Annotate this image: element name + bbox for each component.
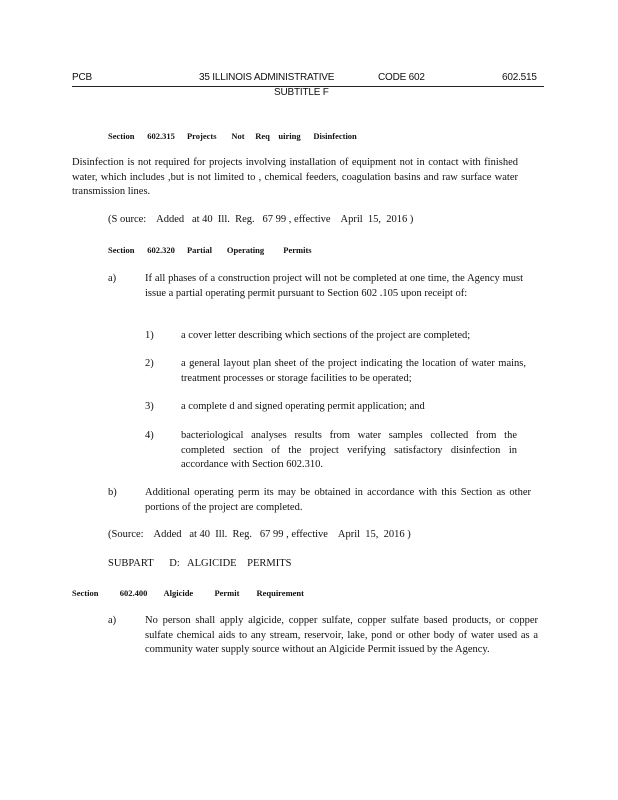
header-subtitle: SUBTITLE F xyxy=(274,87,329,98)
header-code: CODE 602 xyxy=(378,72,425,83)
subsection-text-b: Additional operating perm its may be obtained in accordance with this Section as other portions of the project are completed. xyxy=(145,487,531,513)
subsection-text-a: No person shall apply algicide, copper sulfate, copper sulfate based products, or copper sulfate chemical aids to any stream, reservoir, lake, pond or other body of water used as a community water supply source without an Algicide Permit issued by the Agency. xyxy=(145,615,538,655)
section-heading-400 xyxy=(72,588,304,598)
section-title: Projects Not Req uiring Disinfection xyxy=(186,131,357,141)
subsection-label-b: b) xyxy=(108,487,117,498)
list-item-label: 4) xyxy=(145,430,154,441)
source-note-320: (Source: Added at 40 Ill. Reg. 67 99 , effective April 15, 2016 ) xyxy=(108,529,411,540)
list-item-text: bacteriological analyses results from water samples collected from the completed section of the project verifying satisfactory disinfection in accordance with Section 602.310. xyxy=(181,430,517,470)
list-item-text: a cover letter describing which sections of the project are completed; xyxy=(181,330,471,341)
section-heading-315 xyxy=(108,131,357,141)
list-item-label: 1) xyxy=(145,330,154,341)
paragraph-315: Disinfection is not required for projects involving installation of equipment not in contact with finished water, which includes ,but is not limited to , chemical feeders, coagulation basins and raw surface water transmission lines. xyxy=(72,157,518,197)
section-number: Section 602.400 xyxy=(72,588,148,598)
header-title: 35 ILLINOIS ADMINISTRATIVE xyxy=(199,72,335,83)
subpart-heading: SUBPART D: ALGICIDE PERMITS xyxy=(108,558,292,569)
source-note-315: (S ource: Added at 40 Ill. Reg. 67 99 , effective April 15, 2016 ) xyxy=(108,214,414,225)
section-number: Section 602.320 xyxy=(108,245,175,255)
list-item-text: a general layout plan sheet of the project indicating the location of water mains, treatment processes or storage facilities to be operated; xyxy=(181,358,526,384)
list-item-text: a complete d and signed operating permit application; and xyxy=(181,401,425,412)
section-title: Partial Operating Permits xyxy=(186,245,312,255)
subsection-text-a: If all phases of a construction project will not be completed at one time, the Agency must issue a partial operating permit pursuant to Section 602 .105 upon receipt of: xyxy=(145,273,523,299)
section-title: Algicide Permit Requirement xyxy=(163,588,304,598)
subsection-label-a: a) xyxy=(108,273,117,284)
section-number: Section 602.315 xyxy=(108,131,175,141)
section-heading-320 xyxy=(108,245,312,255)
header-section-ref: 602.515 xyxy=(502,72,537,83)
list-item-label: 2) xyxy=(145,358,154,369)
header-left: PCB xyxy=(72,72,92,83)
subsection-label-a: a) xyxy=(108,615,117,626)
list-item-label: 3) xyxy=(145,401,154,412)
